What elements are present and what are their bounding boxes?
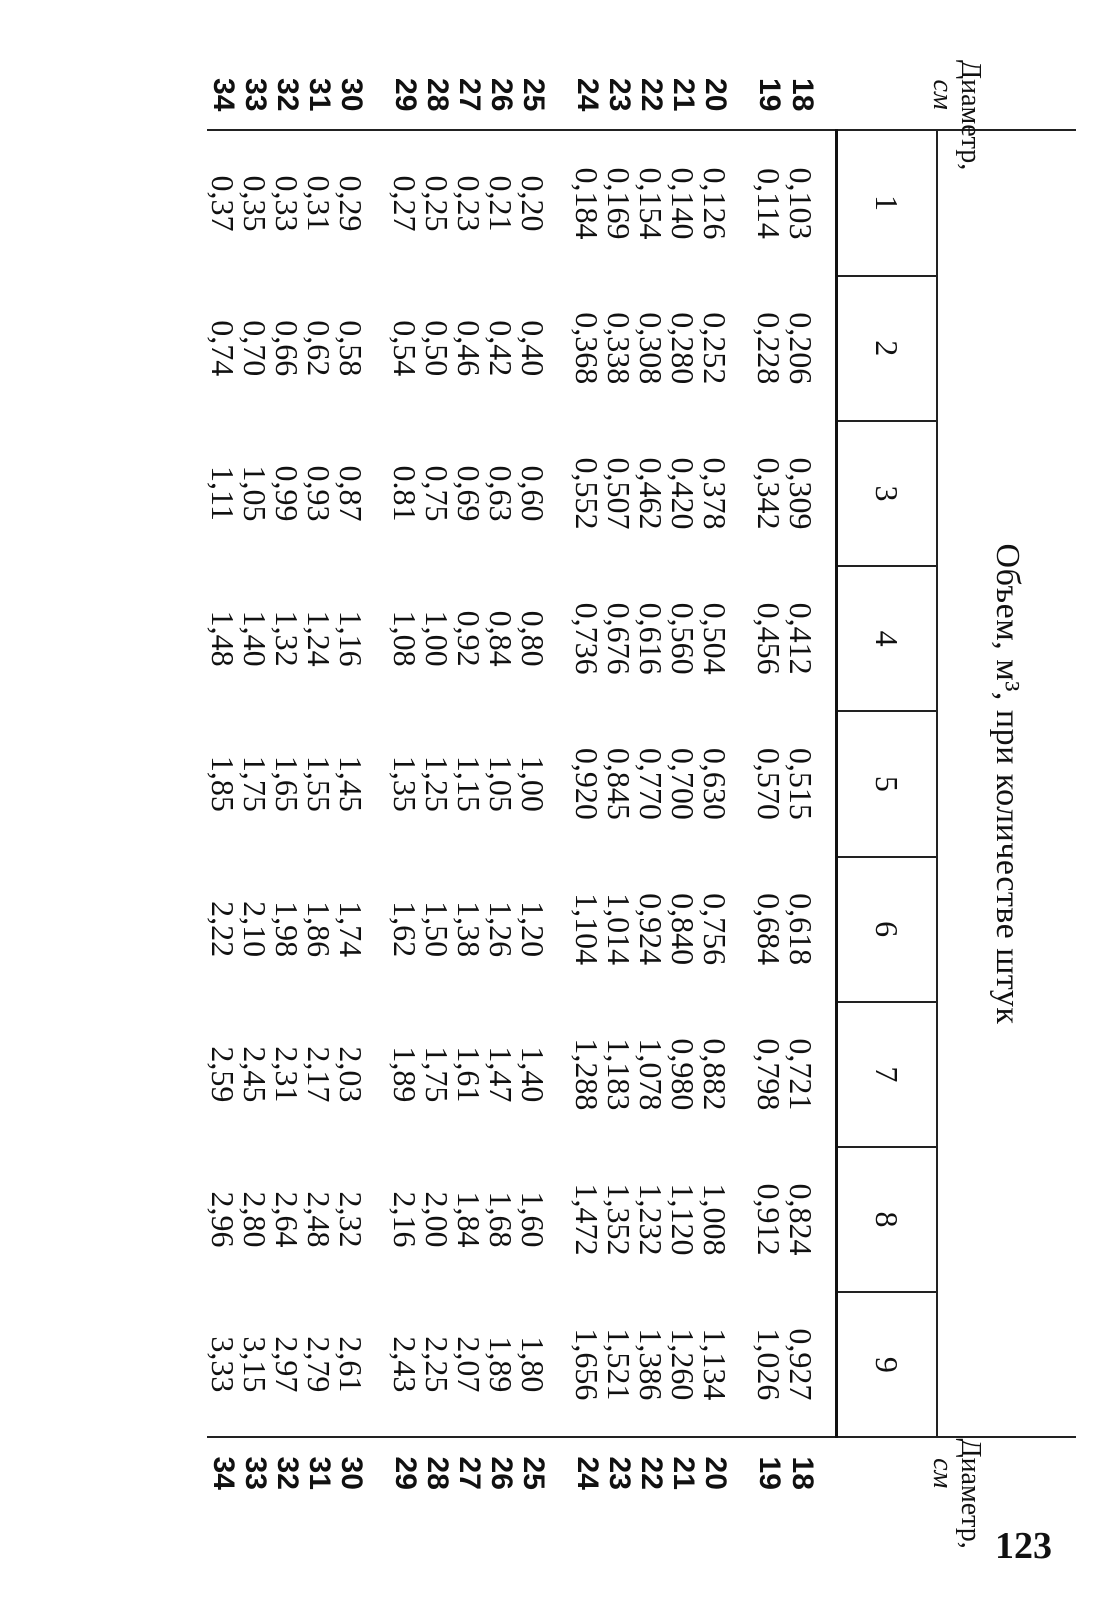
volume-cell: 2,48 <box>301 1191 337 1248</box>
table-row <box>753 60 785 1508</box>
volume-cell: 0,80 <box>515 610 551 667</box>
volume-cell: 0,62 <box>301 320 337 377</box>
volume-cell: 2,45 <box>237 1046 273 1103</box>
volume-cell: 3,33 <box>205 1336 241 1393</box>
table-row <box>571 60 603 1508</box>
volume-cell: 0,54 <box>387 320 423 377</box>
volume-cell: 0,25 <box>419 175 455 232</box>
volume-cell: 0,700 <box>665 747 701 820</box>
page-number: 123 <box>995 1525 1052 1567</box>
volume-cell: 1,472 <box>569 1183 605 1256</box>
table-row <box>453 60 485 1508</box>
volume-cell: 0,75 <box>419 465 455 522</box>
diameter-cell-right: 32 <box>271 1437 303 1508</box>
volume-cell: 0,824 <box>783 1183 819 1256</box>
volume-cell: 0,845 <box>601 747 637 820</box>
volume-cell: 0,570 <box>751 747 787 820</box>
volume-cell: 0,169 <box>601 167 637 240</box>
diameter-cell-right: 21 <box>667 1437 699 1508</box>
volume-cell: 2,17 <box>301 1046 337 1103</box>
volume-cell: 1,35 <box>387 755 423 812</box>
diameter-cell-left: 28 <box>421 60 453 130</box>
volume-cell: 0,980 <box>665 1038 701 1111</box>
volume-cell: 1,75 <box>237 755 273 812</box>
volume-cell: 1,80 <box>515 1336 551 1393</box>
volume-table <box>205 60 1076 1549</box>
count-header-cell: 4 <box>837 566 938 711</box>
volume-cell: 0,736 <box>569 602 605 675</box>
diameter-cell-right: 30 <box>335 1437 389 1508</box>
volume-cell: 0,42 <box>483 320 519 377</box>
volume-cell: 1,08 <box>387 610 423 667</box>
volume-cell: 0,126 <box>697 167 733 240</box>
volume-cell: 0,29 <box>333 175 369 232</box>
volume-cell: 1,05 <box>237 465 273 522</box>
volume-cell: 0,69 <box>451 465 487 522</box>
volume-cell: 1,26 <box>483 901 519 958</box>
volume-cell: 0,20 <box>515 175 551 232</box>
volume-cell: 2,00 <box>419 1191 455 1248</box>
volume-cell: 1,68 <box>483 1191 519 1248</box>
volume-cell: 2,10 <box>237 901 273 958</box>
diameter-cell-right: 26 <box>485 1437 517 1508</box>
volume-cell: 1,134 <box>697 1328 733 1401</box>
volume-cell: 0,368 <box>569 312 605 385</box>
volume-cell: 0,99 <box>269 465 305 522</box>
volume-cell: 0,770 <box>633 747 669 820</box>
volume-cell: 1,014 <box>601 893 637 966</box>
volume-cell: 0,756 <box>697 893 733 966</box>
volume-cell: 0,308 <box>633 312 669 385</box>
volume-cell: 0,37 <box>205 175 241 232</box>
volume-cell: 0,23 <box>451 175 487 232</box>
table-row <box>635 60 667 1508</box>
volume-cell: 0,920 <box>569 747 605 820</box>
diameter-cell-right: 28 <box>421 1437 453 1508</box>
volume-cell: 0,66 <box>269 320 305 377</box>
table-row <box>667 60 699 1508</box>
count-header-cell: 5 <box>837 711 938 856</box>
volume-cell: 0,420 <box>665 457 701 530</box>
volume-cell: 0,63 <box>483 465 519 522</box>
volume-cell: 0,552 <box>569 457 605 530</box>
volume-cell: 0,103 <box>783 167 819 240</box>
volume-cell: 2,16 <box>387 1191 423 1248</box>
volume-cell: 2,61 <box>333 1336 369 1393</box>
volume-cell: 1,89 <box>483 1336 519 1393</box>
diameter-cell-right: 31 <box>303 1437 335 1508</box>
volume-cell: 1,521 <box>601 1328 637 1401</box>
volume-cell: 0,342 <box>751 457 787 530</box>
volume-cell: 1,55 <box>301 755 337 812</box>
table-row <box>699 60 753 1508</box>
volume-cell: 0,912 <box>751 1183 787 1256</box>
table-row <box>389 60 421 1508</box>
volume-cell: 0,74 <box>205 320 241 377</box>
volume-cell: 0,84 <box>483 610 519 667</box>
volume-cell: 0,507 <box>601 457 637 530</box>
volume-cell: 1,00 <box>515 755 551 812</box>
volume-cell: 0,206 <box>783 312 819 385</box>
diameter-unit: см <box>927 79 959 110</box>
table-row <box>303 60 335 1508</box>
diameter-header-left <box>837 60 1077 171</box>
volume-cell: 1,84 <box>451 1191 487 1248</box>
volume-cell: 1,75 <box>419 1046 455 1103</box>
table-body <box>207 60 837 1508</box>
volume-cell: 1,48 <box>205 610 241 667</box>
volume-cell: 1,24 <box>301 610 337 667</box>
volume-cell: 0,515 <box>783 747 819 820</box>
volume-cell: 3,15 <box>237 1336 273 1393</box>
table-row <box>271 60 303 1508</box>
diameter-cell-left: 23 <box>603 60 635 130</box>
volume-cell: 2,32 <box>333 1191 369 1248</box>
volume-cell: 2,80 <box>237 1191 273 1248</box>
volume-cell: 0,721 <box>783 1038 819 1111</box>
volume-cell: 0,882 <box>697 1038 733 1111</box>
volume-cell: 0,456 <box>751 602 787 675</box>
volume-cell: 2,64 <box>269 1191 305 1248</box>
volume-cell: 0,798 <box>751 1038 787 1111</box>
count-header-cell: 1 <box>837 130 938 275</box>
volume-cell: 1,38 <box>451 901 487 958</box>
volume-cell: 1,386 <box>633 1328 669 1401</box>
diameter-cell-left: 20 <box>699 60 753 130</box>
volume-cell: 0,618 <box>783 893 819 966</box>
volume-cell: 0,33 <box>269 175 305 232</box>
volume-cell: 0,70 <box>237 320 273 377</box>
volume-cell: 1,008 <box>697 1183 733 1256</box>
volume-cell: 1,20 <box>515 901 551 958</box>
volume-cell: 2,07 <box>451 1336 487 1393</box>
volume-cell: 1,16 <box>333 610 369 667</box>
volume-cell: 0,504 <box>697 602 733 675</box>
volume-cell: 1,89 <box>387 1046 423 1103</box>
volume-cell: 0,184 <box>569 167 605 240</box>
volume-cell: 1,352 <box>601 1183 637 1256</box>
volume-cell: 2,25 <box>419 1336 455 1393</box>
volume-cell: 1,50 <box>419 901 455 958</box>
volume-cell: 1,232 <box>633 1183 669 1256</box>
volume-cell: 0,92 <box>451 610 487 667</box>
diameter-header-text: Диаметр, <box>955 60 987 171</box>
volume-cell: 2,03 <box>333 1046 369 1103</box>
volume-cell: 0,154 <box>633 167 669 240</box>
volume-cell: 1,32 <box>269 610 305 667</box>
volume-cell: 1,98 <box>269 901 305 958</box>
volume-cell: 1,288 <box>569 1038 605 1111</box>
volume-cell: 0,31 <box>301 175 337 232</box>
volume-cell: 0,676 <box>601 602 637 675</box>
table-row <box>239 60 271 1508</box>
diameter-header-text: Диаметр, <box>955 1438 987 1549</box>
diameter-cell-right: 33 <box>239 1437 271 1508</box>
diameter-cell-left: 31 <box>303 60 335 130</box>
volume-cell: 2,97 <box>269 1336 305 1393</box>
volume-cell: 0,46 <box>451 320 487 377</box>
volume-cell: 1,00 <box>419 610 455 667</box>
diameter-cell-left: 22 <box>635 60 667 130</box>
volume-cell: 1,15 <box>451 755 487 812</box>
volume-cell: 0,87 <box>333 465 369 522</box>
volume-cell: 0,840 <box>665 893 701 966</box>
diameter-cell-left: 32 <box>271 60 303 130</box>
count-header-row <box>837 60 938 1508</box>
diameter-cell-right: 34 <box>207 1437 239 1508</box>
volume-cell: 1,40 <box>515 1046 551 1103</box>
volume-cell: 2,96 <box>205 1191 241 1248</box>
volume-cell: 0,630 <box>697 747 733 820</box>
volume-cell: 0,462 <box>633 457 669 530</box>
count-header-cell: 2 <box>837 276 938 421</box>
volume-cell: 1,656 <box>569 1328 605 1401</box>
table-row <box>335 60 389 1508</box>
volume-cell: 0,40 <box>515 320 551 377</box>
diameter-cell-right: 29 <box>389 1437 421 1508</box>
volume-cell: 2,59 <box>205 1046 241 1103</box>
table-row <box>517 60 571 1508</box>
volume-cell: 0,60 <box>515 465 551 522</box>
volume-cell: 0,338 <box>601 312 637 385</box>
diameter-cell-right: 19 <box>753 1437 785 1508</box>
diameter-cell-left: 33 <box>239 60 271 130</box>
volume-cell: 0,114 <box>751 168 787 239</box>
volume-cell: 0,58 <box>333 320 369 377</box>
volume-cell: 1,74 <box>333 901 369 958</box>
volume-cell: 2,79 <box>301 1336 337 1393</box>
volume-cell: 0,616 <box>633 602 669 675</box>
count-header-cell: 9 <box>837 1292 938 1437</box>
volume-cell: 1,104 <box>569 893 605 966</box>
volume-cell: 0,140 <box>665 167 701 240</box>
volume-cell: 0,927 <box>783 1328 819 1401</box>
count-header-cell: 7 <box>837 1002 938 1147</box>
diameter-cell-left: 24 <box>571 60 603 130</box>
volume-cell: 0,27 <box>387 175 423 232</box>
table-row <box>207 60 239 1508</box>
table-row <box>785 60 837 1508</box>
diameter-cell-left: 34 <box>207 60 239 130</box>
volume-cell: 0,252 <box>697 312 733 385</box>
volume-cell: 1,62 <box>387 901 423 958</box>
diameter-cell-right: 23 <box>603 1437 635 1508</box>
volume-cell: 0,684 <box>751 893 787 966</box>
diameter-cell-left: 25 <box>517 60 571 130</box>
volume-cell: 1,078 <box>633 1038 669 1111</box>
diameter-cell-left: 21 <box>667 60 699 130</box>
volume-cell: 0,378 <box>697 457 733 530</box>
volume-cell: 1,85 <box>205 755 241 812</box>
volume-cell: 1,120 <box>665 1183 701 1256</box>
volume-cell: 1,47 <box>483 1046 519 1103</box>
table-row <box>603 60 635 1508</box>
diameter-cell-right: 27 <box>453 1437 485 1508</box>
table-row <box>485 60 517 1508</box>
volume-cell: 0,924 <box>633 893 669 966</box>
volume-cell: 0,560 <box>665 602 701 675</box>
volume-cell: 1,45 <box>333 755 369 812</box>
volume-cell: 1,026 <box>751 1328 787 1401</box>
volume-cell: 1,86 <box>301 901 337 958</box>
diameter-cell-left: 27 <box>453 60 485 130</box>
count-header-cell: 8 <box>837 1147 938 1292</box>
volume-cell: 1,60 <box>515 1191 551 1248</box>
diameter-cell-left: 19 <box>753 60 785 130</box>
diameter-cell-right: 25 <box>517 1437 571 1508</box>
volume-cell: 0,50 <box>419 320 455 377</box>
volume-cell: 1,11 <box>205 466 241 521</box>
diameter-cell-right: 22 <box>635 1437 667 1508</box>
volume-cell: 2,43 <box>387 1336 423 1393</box>
volume-cell: 0,280 <box>665 312 701 385</box>
volume-cell: 2,22 <box>205 901 241 958</box>
volume-cell: 1,40 <box>237 610 273 667</box>
volume-cell: 1,65 <box>269 755 305 812</box>
diameter-unit: см <box>927 1458 959 1489</box>
volume-cell: 0,21 <box>483 175 519 232</box>
volume-cell: 1,61 <box>451 1046 487 1103</box>
volume-cell: 1,05 <box>483 755 519 812</box>
diameter-cell-left: 26 <box>485 60 517 130</box>
diameter-cell-left: 29 <box>389 60 421 130</box>
volume-cell: 0.81 <box>387 465 423 522</box>
volume-cell: 1,25 <box>419 755 455 812</box>
volume-cell: 2,31 <box>269 1046 305 1103</box>
diameter-cell-right: 24 <box>571 1437 603 1508</box>
volume-cell: 0,35 <box>237 175 273 232</box>
diameter-cell-right: 20 <box>699 1437 753 1508</box>
volume-cell: 1,260 <box>665 1328 701 1401</box>
diameter-cell-left: 30 <box>335 60 389 130</box>
volume-cell: 0,228 <box>751 312 787 385</box>
diameter-cell-right: 18 <box>785 1437 837 1508</box>
volume-cell: 0,412 <box>783 602 819 675</box>
count-header-cell: 6 <box>837 857 938 1002</box>
volume-cell: 0,93 <box>301 465 337 522</box>
diameter-cell-left: 18 <box>785 60 837 130</box>
volume-cell: 0,309 <box>783 457 819 530</box>
count-header-cell: 3 <box>837 421 938 566</box>
table-caption: Объем, м³, при количестве штук <box>989 543 1026 1025</box>
table-row <box>421 60 453 1508</box>
volume-cell: 1,183 <box>601 1038 637 1111</box>
